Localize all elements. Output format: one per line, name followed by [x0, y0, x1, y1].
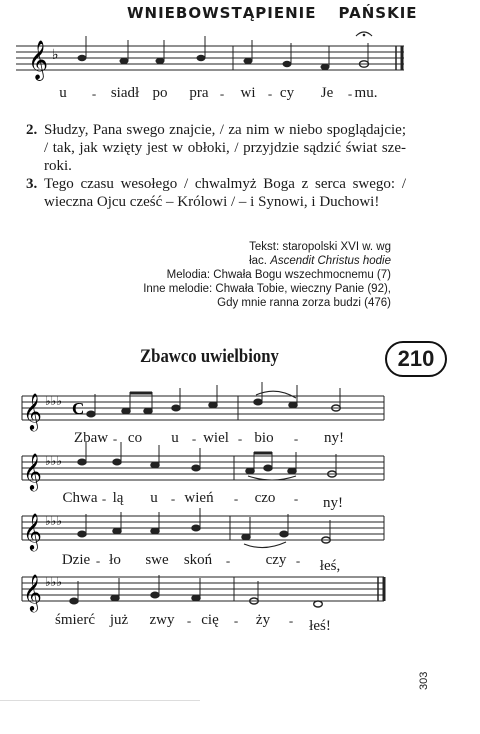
key-signature: ♭♭♭: [45, 394, 62, 408]
key-signature: ♭♭♭: [45, 575, 62, 589]
song-title: Zbawco uwielbiony: [140, 346, 279, 367]
credit-other-melodies: Inne melodie: Chwała Tobie, wieczny Panie (92),: [143, 283, 391, 295]
credit-text: Tekst: staropolski XVI w. wg: [249, 241, 391, 253]
lyric-syllable: łeś!: [309, 618, 331, 634]
verse-number: 2.: [26, 122, 38, 138]
lyric-syllable: swe: [145, 552, 169, 568]
lyric-hyphen: -: [186, 613, 192, 628]
lyric-hyphen: -: [347, 86, 353, 101]
lyric-syllable: łeś,: [319, 558, 341, 574]
credit-latin: [143, 254, 391, 268]
treble-clef: 𝄞: [23, 452, 42, 490]
section-header: [127, 4, 418, 22]
verse-text: Tego czasu wesołego / chwalmyż Boga z serca swego: / wieczna Ojcu cześć – Królowi / – i Synowi, i Duchowi!: [44, 176, 406, 210]
treble-clef: 𝄞: [23, 573, 42, 611]
lyric-hyphen: -: [101, 491, 107, 506]
verse-number: 3.: [26, 176, 38, 192]
lyric-hyphen: -: [170, 491, 176, 506]
lyric-syllable: u: [150, 490, 158, 506]
lyric-syllable: ży: [255, 612, 271, 628]
credit-latin-title: Ascendit Christus hodie: [270, 255, 391, 267]
verse-3: [26, 175, 406, 211]
header-right: PAŃSKIE: [338, 4, 418, 22]
credit-prefix: łac.: [249, 255, 267, 267]
lyric-syllable: ny!: [323, 495, 343, 511]
lyric-syllable: cię: [201, 612, 219, 628]
lyric-hyphen: -: [295, 553, 301, 568]
lyric-hyphen: -: [91, 86, 97, 101]
lyric-syllable: skoń: [183, 552, 213, 568]
lyric-syllable: czy: [265, 552, 287, 568]
page-number: 303: [418, 671, 430, 690]
lyric-syllable: po: [152, 85, 168, 101]
treble-clef: 𝄞: [28, 40, 49, 80]
lyric-hyphen: -: [233, 613, 239, 628]
treble-clef: 𝄞: [23, 392, 42, 430]
lyric-hyphen: -: [233, 491, 239, 506]
lyric-syllable: cy: [279, 85, 295, 101]
lyric-syllable: mu.: [354, 85, 378, 101]
lyric-syllable: u: [59, 85, 67, 101]
treble-clef: 𝄞: [23, 512, 42, 550]
lyric-syllable: wi: [240, 85, 256, 101]
verse-text: Słudzy, Pana swego znajcie, / za nim w niebo spoglądajcie; / tak, jak wzięty jest w obłoki, / przyjdzie sądzić świat sze-roki.: [44, 122, 406, 174]
lyric-syllable: zwy: [149, 612, 175, 628]
lyric-syllable: Dzie: [61, 552, 91, 568]
top-hymn-staff: [0, 38, 480, 88]
lyric-syllable: wień: [184, 490, 214, 506]
lyric-syllable: pra: [189, 85, 209, 101]
lyric-syllable: Zbaw: [73, 430, 109, 446]
song-number-badge: 210: [385, 341, 447, 377]
staff-system-3: [0, 512, 480, 552]
lyric-hyphen: -: [225, 553, 231, 568]
lyric-syllable: co: [127, 430, 143, 446]
lyric-hyphen: -: [237, 431, 243, 446]
lyric-syllable: już: [109, 612, 129, 628]
lyric-hyphen: -: [112, 431, 118, 446]
lyric-hyphen: -: [95, 553, 101, 568]
lyric-hyphen: -: [219, 86, 225, 101]
verse-2: [26, 121, 406, 175]
header-left: WNIEBOWSTĄPIENIE: [127, 4, 317, 22]
lyric-syllable: śmierć: [55, 612, 95, 628]
time-signature: C: [72, 399, 85, 418]
lyric-syllable: ny!: [324, 430, 344, 446]
lyric-syllable: Chwa: [62, 490, 98, 506]
lyric-syllable: bio: [254, 430, 274, 446]
staff-system-2: [0, 452, 480, 492]
lyric-hyphen: -: [288, 613, 294, 628]
lyric-syllable: czo: [254, 490, 276, 506]
staff-system-4: [0, 573, 480, 613]
divider: [0, 700, 200, 701]
lyric-syllable: u: [171, 430, 179, 446]
lyric-hyphen: -: [191, 431, 197, 446]
lyric-syllable: Je: [320, 85, 334, 101]
lyric-hyphen: -: [293, 491, 299, 506]
lyric-syllable: ło: [109, 552, 121, 568]
credit-other-melodies-cont: Gdy mnie ranna zorza budzi (476): [217, 297, 391, 309]
flat-sign: ♭: [52, 47, 59, 63]
lyric-syllable: wiel: [203, 430, 229, 446]
staff-system-1: [0, 392, 480, 432]
key-signature: ♭♭♭: [45, 454, 62, 468]
lyric-syllable: lą: [112, 490, 124, 506]
lyric-syllable: siadł: [110, 85, 140, 101]
hymn-credits: [143, 240, 391, 310]
key-signature: ♭♭♭: [45, 514, 62, 528]
lyric-hyphen: -: [267, 86, 273, 101]
lyric-hyphen: -: [293, 431, 299, 446]
credit-melody: Melodia: Chwała Bogu wszechmocnemu (7): [166, 269, 391, 281]
